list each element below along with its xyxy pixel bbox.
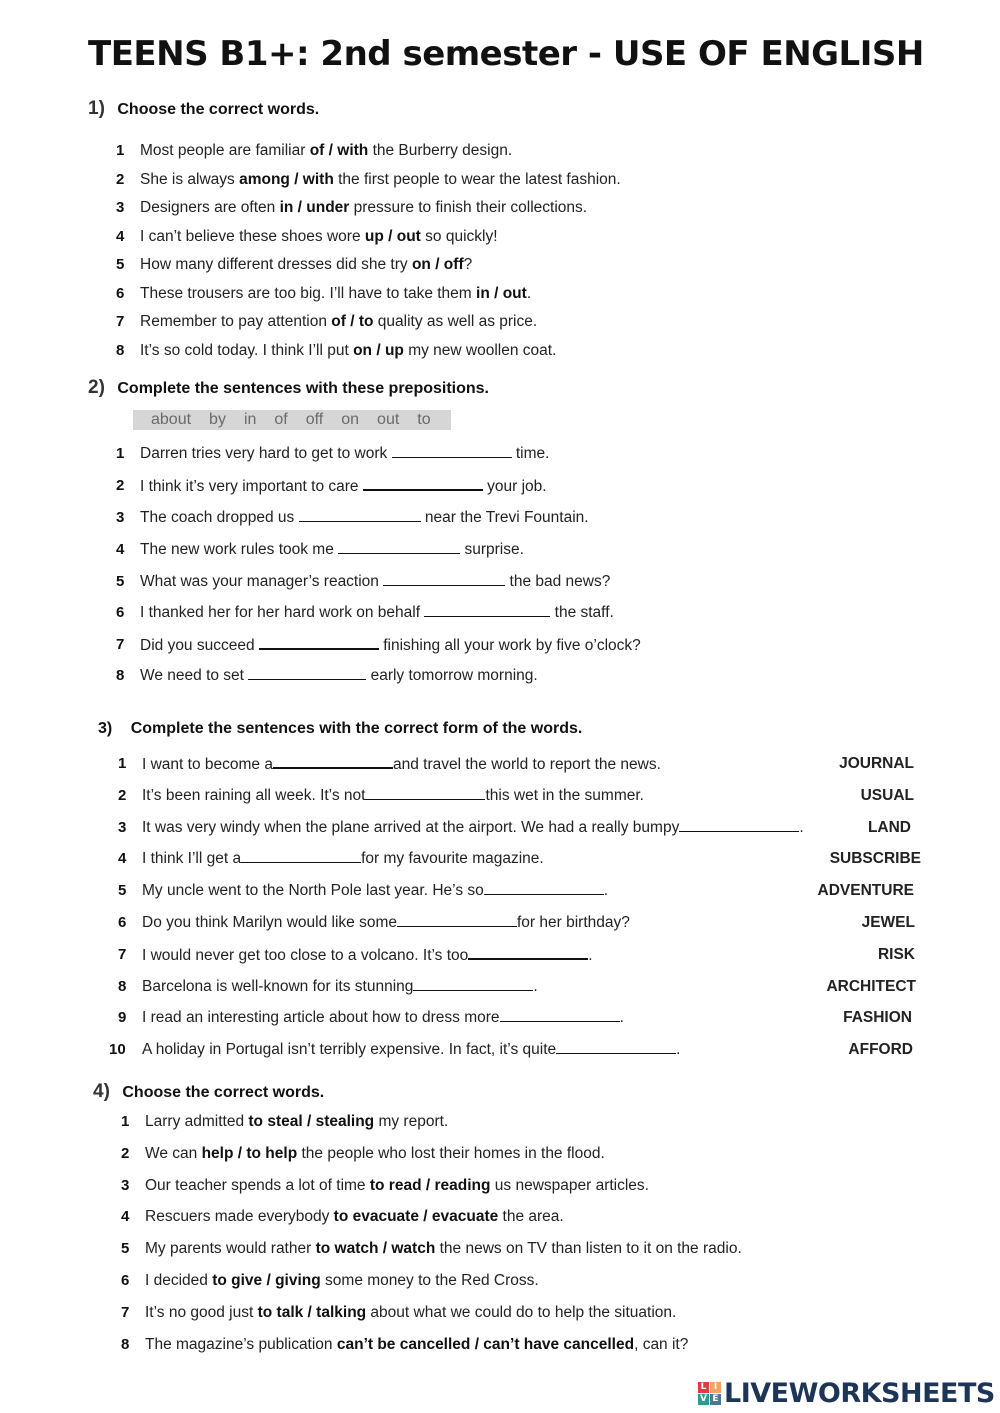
item-number: 9: [118, 1009, 127, 1027]
sentence-start: I want to become a: [142, 756, 273, 773]
answer-blank[interactable]: [500, 1009, 620, 1022]
base-word: ADVENTURE: [817, 882, 914, 900]
answer-choice[interactable]: of / with: [309, 142, 369, 159]
base-word: LAND: [867, 818, 911, 836]
sentence-start: It’s no good just: [145, 1303, 258, 1321]
sentence-end: your job.: [482, 478, 547, 495]
answer-blank[interactable]: [679, 819, 799, 832]
item-number: 7: [118, 945, 127, 963]
item-number: 2: [118, 786, 127, 804]
item-number: 8: [121, 1335, 130, 1353]
sentence-end: .: [533, 977, 538, 995]
sentence-end: surprise.: [460, 541, 524, 558]
item-number: 6: [118, 914, 127, 931]
sentence-end: .: [526, 284, 532, 302]
answer-blank[interactable]: [365, 787, 485, 800]
sentence-end: the staff.: [550, 604, 614, 621]
sentence-end: near the Trevi Fountain.: [420, 509, 589, 526]
sentence: [142, 787, 644, 805]
sentence-start: These trousers are too big. I’ll have to take them: [140, 284, 477, 302]
sentence: [140, 199, 587, 217]
word-bank-item: by: [209, 411, 226, 428]
answer-blank[interactable]: [241, 850, 361, 863]
sentence: [142, 755, 661, 774]
word-bank-item: on: [341, 411, 360, 428]
word-bank-item: in: [243, 411, 257, 428]
answer-blank[interactable]: [338, 541, 460, 554]
sentence: [145, 1208, 564, 1226]
sentence: [140, 313, 537, 331]
sentence-end: pressure to finish their collections.: [349, 199, 588, 216]
answer-blank[interactable]: [383, 573, 505, 586]
sentence-end: finishing all your work by five o’clock?: [378, 637, 641, 654]
sentence-start: She is always: [140, 170, 240, 188]
sentence-end: some money to the Red Cross.: [320, 1272, 539, 1289]
sentence-start: The coach dropped us: [140, 509, 299, 526]
item-number: 8: [116, 341, 125, 359]
answer-choice[interactable]: to give / giving: [212, 1272, 321, 1289]
sentence: [140, 477, 547, 496]
answer-choice[interactable]: on / up: [353, 341, 404, 359]
sentence-start: The new work rules took me: [140, 541, 339, 558]
sentence-end: us newspaper articles.: [490, 1176, 649, 1194]
answer-blank[interactable]: [299, 509, 421, 522]
sentence: [140, 256, 472, 274]
sentence: [140, 285, 531, 303]
answer-choice[interactable]: to talk / talking: [257, 1303, 367, 1321]
sentence: [140, 573, 610, 591]
sentence-end: early tomorrow morning.: [366, 667, 538, 684]
sentence-start: Larry admitted: [145, 1113, 249, 1130]
answer-choice[interactable]: to steal / stealing: [248, 1113, 375, 1130]
sentence: [145, 1177, 649, 1195]
sentence: [140, 142, 512, 160]
sentence: [140, 171, 621, 189]
sentence: [140, 636, 641, 655]
logo-text: LIVEWORKSHEETS: [724, 1378, 995, 1409]
sentence-start: Darren tries very hard to get to work: [140, 445, 392, 462]
word-bank-item: off: [305, 411, 324, 428]
sentence-end: the people who lost their homes in the flood.: [297, 1144, 605, 1162]
word-bank-item: out: [377, 411, 400, 428]
answer-choice[interactable]: to watch / watch: [315, 1240, 436, 1258]
answer-choice[interactable]: can’t be cancelled / can’t have cancelled: [336, 1335, 635, 1353]
base-word: USUAL: [860, 786, 914, 804]
answer-blank[interactable]: [397, 914, 517, 927]
sentence-end: time.: [511, 445, 550, 462]
item-number: 8: [118, 977, 127, 995]
sentence-end: .: [619, 1009, 624, 1027]
sentence-start: We can: [145, 1144, 202, 1162]
sentence-end: the first people to wear the latest fashion.: [333, 170, 621, 188]
sentence-end: for my favourite magazine.: [361, 850, 544, 868]
item-number: 3: [116, 199, 125, 216]
sentence-start: It was very windy when the plane arrived at the airport. We had a really bumpy: [142, 818, 680, 836]
sentence-end: .: [603, 882, 609, 900]
sentence: [140, 667, 538, 685]
section-instruction: Complete the sentences with the correct form of the words.: [130, 720, 583, 737]
sentence-end: my new woollen coat.: [403, 341, 557, 359]
sentence-start: My uncle went to the North Pole last year. He’s so: [142, 882, 484, 900]
logo-letter: L: [698, 1382, 709, 1393]
sentence-start: I read an interesting article about how to dress more: [142, 1009, 500, 1027]
item-number: 8: [116, 667, 125, 684]
item-number: 6: [116, 284, 125, 302]
item-number: 10: [109, 1041, 126, 1059]
sentence: [142, 850, 544, 868]
sentence-end: ?: [463, 256, 473, 273]
item-number: 5: [116, 573, 125, 590]
section-number: 2): [88, 377, 105, 398]
answer-choice[interactable]: help / to help: [201, 1144, 298, 1162]
sentence-end: .: [588, 946, 593, 964]
base-word: ARCHITECT: [826, 977, 916, 995]
sentence-end: .: [799, 818, 804, 836]
item-number: 4: [116, 541, 125, 558]
item-number: 3: [118, 818, 127, 836]
sentence-start: It’s been raining all week. It’s not: [142, 786, 366, 804]
sentence: [145, 1272, 539, 1290]
item-number: 4: [116, 227, 125, 245]
sentence: [142, 819, 804, 837]
sentence: [145, 1113, 448, 1131]
section-number: 3): [98, 720, 113, 737]
sentence-end: the news on TV than listen to it on the radio.: [435, 1240, 742, 1258]
sentence-start: How many different dresses did she try: [140, 256, 412, 273]
item-number: 6: [121, 1272, 130, 1289]
sentence-start: I think it’s very important to care: [140, 478, 363, 495]
sentence-start: Our teacher spends a lot of time: [145, 1176, 370, 1194]
sentence: [142, 882, 608, 900]
item-number: 5: [118, 882, 127, 900]
sentence-end: quality as well as price.: [373, 313, 538, 330]
answer-choice[interactable]: to read / reading: [369, 1176, 491, 1194]
sentence: [140, 342, 556, 360]
sentence-start: I think I’ll get a: [142, 850, 242, 868]
sentence-end: and travel the world to report the news.: [392, 756, 661, 773]
logo-mark-icon: [698, 1382, 722, 1406]
answer-blank[interactable]: [259, 636, 379, 650]
sentence: [140, 509, 589, 527]
base-word: FASHION: [843, 1009, 912, 1027]
sentence: [145, 1240, 742, 1258]
sentence-start: I thanked her for her hard work on behalf: [140, 604, 425, 621]
answer-choice[interactable]: up / out: [364, 227, 421, 245]
sentence-end: .: [676, 1041, 681, 1059]
item-number: 5: [121, 1240, 130, 1258]
sentence-end: so quickly!: [420, 227, 498, 245]
answer-blank[interactable]: [392, 445, 512, 458]
section-instruction: Choose the correct words.: [122, 1084, 325, 1101]
item-number: 2: [121, 1144, 130, 1162]
answer-blank[interactable]: [556, 1041, 676, 1054]
sentence: [142, 946, 593, 965]
section-number: 1): [88, 98, 105, 119]
item-number: 4: [118, 850, 127, 868]
sentence-end: this wet in the summer.: [485, 786, 644, 804]
item-number: 2: [116, 170, 125, 188]
answer-choice[interactable]: of / to: [331, 313, 374, 330]
sentence-start: Designers are often: [140, 199, 280, 216]
item-number: 4: [121, 1208, 130, 1226]
answer-blank[interactable]: [413, 978, 533, 991]
sentence: [140, 604, 614, 622]
base-word: RISK: [877, 945, 915, 963]
item-number: 2: [116, 477, 125, 494]
sentence: [142, 978, 538, 996]
sentence: [145, 1336, 688, 1354]
item-number: 7: [121, 1303, 130, 1321]
sentence-end: the Burberry design.: [368, 142, 513, 159]
item-number: 5: [116, 256, 125, 273]
sentence-start: Barcelona is well-known for its stunning: [142, 977, 414, 995]
sentence-start: A holiday in Portugal isn’t terribly expensive. In fact, it’s quite: [142, 1041, 557, 1059]
sentence: [140, 445, 549, 463]
section-instruction: Complete the sentences with these prepositions.: [117, 380, 489, 397]
answer-choice[interactable]: among / with: [239, 170, 334, 188]
sentence: [145, 1145, 605, 1163]
sentence-start: My parents would rather: [145, 1240, 316, 1258]
sentence: [142, 1009, 624, 1027]
sentence-start: Did you succeed: [140, 637, 259, 654]
answer-blank[interactable]: [424, 604, 550, 617]
sentence-end: for her birthday?: [517, 914, 630, 931]
sentence-end: my report.: [374, 1113, 449, 1130]
sentence-start: Do you think Marilyn would like some: [142, 914, 397, 931]
answer-choice[interactable]: in / under: [279, 199, 350, 216]
section-1-header: [88, 98, 319, 120]
answer-choice[interactable]: on / off: [411, 256, 464, 273]
sentence-start: It’s so cold today. I think I’ll put: [140, 341, 354, 359]
word-bank-item: to: [417, 411, 431, 428]
sentence-start: Rescuers made everybody: [145, 1208, 334, 1226]
answer-blank[interactable]: [484, 882, 604, 895]
item-number: 7: [116, 313, 125, 330]
item-number: 7: [116, 636, 125, 653]
sentence: [145, 1304, 676, 1322]
logo-letter: V: [698, 1394, 709, 1405]
item-number: 1: [118, 755, 127, 772]
base-word: JEWEL: [861, 914, 915, 931]
section-3-header: [98, 720, 582, 738]
section-2-header: [88, 377, 489, 399]
base-word: JOURNAL: [839, 755, 914, 772]
word-bank-item: of: [274, 411, 288, 428]
answer-choice[interactable]: to evacuate / evacuate: [333, 1208, 499, 1226]
word-bank: [133, 410, 451, 430]
item-number: 1: [116, 142, 125, 159]
sentence-start: We need to set: [140, 667, 249, 684]
item-number: 3: [121, 1176, 130, 1194]
sentence: [140, 228, 498, 246]
page-title: TEENS B1+: 2nd semester - USE OF ENGLISH: [88, 34, 924, 74]
logo-letter: E: [710, 1394, 721, 1405]
sentence-start: Most people are familiar: [140, 142, 310, 159]
item-number: 3: [116, 509, 125, 526]
sentence-start: I can’t believe these shoes wore: [140, 227, 365, 245]
answer-blank[interactable]: [273, 755, 393, 769]
logo-letter: I: [710, 1382, 721, 1393]
sentence: [142, 914, 630, 932]
sentence-start: Remember to pay attention: [140, 313, 332, 330]
item-number: 6: [116, 604, 125, 621]
sentence: [142, 1041, 680, 1059]
sentence: [140, 541, 524, 559]
sentence-start: What was your manager’s reaction: [140, 573, 384, 590]
sentence-start: I decided: [145, 1272, 213, 1289]
base-word: SUBSCRIBE: [829, 850, 921, 868]
item-number: 1: [116, 445, 125, 462]
sentence-start: The magazine’s publication: [145, 1335, 337, 1353]
answer-choice[interactable]: in / out: [476, 284, 527, 302]
answer-blank[interactable]: [468, 946, 588, 960]
answer-blank[interactable]: [363, 477, 483, 491]
sentence-end: the bad news?: [505, 573, 611, 590]
section-instruction: Choose the correct words.: [117, 101, 320, 118]
sentence-end: about what we could do to help the situation.: [366, 1303, 677, 1321]
answer-blank[interactable]: [248, 667, 366, 680]
item-number: 1: [121, 1113, 130, 1130]
base-word: AFFORD: [848, 1041, 913, 1059]
sentence-end: the area.: [498, 1208, 564, 1226]
word-bank-item: about: [151, 411, 192, 428]
sentence-start: I would never get too close to a volcano. It’s too: [142, 946, 469, 964]
section-number: 4): [93, 1081, 110, 1102]
sentence-end: , can it?: [634, 1335, 689, 1353]
section-4-header: [93, 1081, 324, 1103]
